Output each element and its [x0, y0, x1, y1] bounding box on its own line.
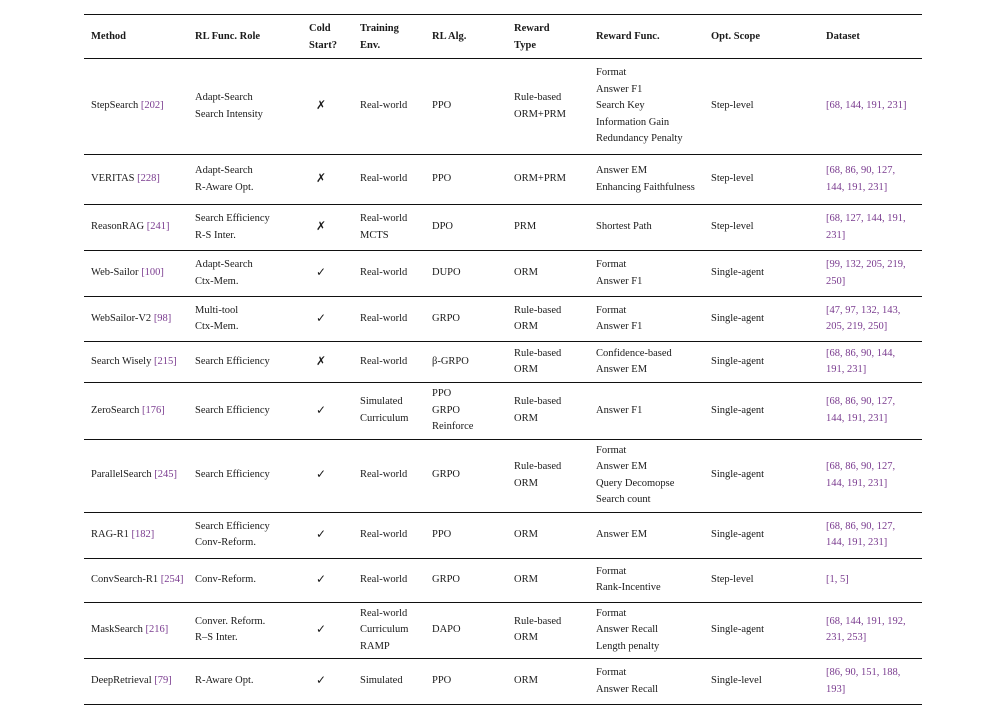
rl-role-line: R-S Inter.	[195, 229, 236, 241]
header-dataset: Dataset	[826, 31, 860, 43]
dataset-line: 193]	[826, 683, 846, 695]
reward-func-cell	[589, 659, 704, 705]
rl-role-line: R-Aware Opt.	[195, 675, 254, 687]
rl-alg-line: PPO	[432, 388, 452, 399]
rl-alg-cell	[425, 59, 507, 155]
rl-role-cell	[188, 251, 302, 297]
method-cell	[84, 251, 188, 297]
training-env-cell	[353, 383, 425, 440]
reward-func-line: Search count	[596, 494, 651, 505]
method-name: Web-Sailor	[91, 267, 142, 279]
dataset-cell	[819, 439, 922, 512]
reward-type-line: ORM	[514, 632, 538, 644]
reward-type-line: ORM	[514, 321, 538, 332]
cross-icon: ✗	[316, 98, 327, 113]
reward-func-line: Search Key	[596, 100, 645, 112]
rl-alg-line: GRPO	[432, 573, 461, 585]
training-env-cell	[353, 439, 425, 512]
training-env-cell	[353, 659, 425, 705]
cross-icon: ✗	[316, 171, 327, 186]
cross-icon: ✗	[316, 353, 327, 368]
method-citation: [241]	[146, 221, 170, 233]
training-env-cell	[353, 512, 425, 558]
dataset-cell	[819, 342, 922, 383]
reward-func-line: Answer EM	[596, 165, 648, 176]
method-citation: [79]	[154, 675, 172, 687]
method-name: ReasonRAG	[91, 221, 147, 233]
reward-func-line: Format	[596, 259, 627, 270]
check-icon: ✓	[316, 467, 327, 482]
reward-func-line: Confidence-based	[596, 347, 672, 359]
rl-role-line: R-Aware Opt.	[195, 181, 254, 193]
rl-role-cell	[188, 383, 302, 440]
dataset-line: 144, 191, 231]	[826, 412, 888, 424]
method-citation: [215]	[153, 355, 177, 367]
check-icon: ✓	[316, 402, 327, 417]
method-citation: [216]	[145, 624, 169, 635]
method-cell	[84, 558, 188, 602]
rl-alg-line: DAPO	[432, 624, 461, 635]
method-cell	[84, 512, 188, 558]
rl-role-line: R–S Inter.	[195, 632, 238, 644]
header-training-env: Training Env.	[360, 23, 399, 51]
training-env-cell	[353, 155, 425, 205]
rl-alg-line: DUPO	[432, 267, 461, 279]
table-body	[84, 59, 922, 705]
method-name: Search Wisely	[91, 355, 154, 367]
dataset-cell	[819, 558, 922, 602]
reward-type-line: PRM	[514, 221, 537, 233]
rl-role-line: Search Efficiency	[195, 520, 270, 532]
rl-role-line: Ctx-Mem.	[195, 275, 239, 287]
reward-func-line: Answer Recall	[596, 624, 659, 635]
reward-func-line: Format	[596, 304, 627, 316]
reward-func-line: Shortest Path	[596, 221, 652, 233]
training-env-cell	[353, 558, 425, 602]
rl-role-cell	[188, 659, 302, 705]
rl-alg-line: GRPO	[432, 469, 461, 481]
rl-alg-cell	[425, 155, 507, 205]
training-env-line: Real-world	[360, 607, 408, 619]
table-row	[84, 602, 922, 659]
reward-type-line: ORM	[514, 477, 538, 489]
dataset-line: [68, 127, 144, 191,	[826, 213, 906, 224]
reward-func-line: Answer EM	[596, 461, 648, 472]
training-env-line: Real-world	[360, 267, 408, 279]
rl-role-line: Search Efficiency	[195, 404, 270, 416]
dataset-line: [47, 97, 132, 143,	[826, 304, 901, 316]
training-env-line: Real-world	[360, 528, 408, 540]
method-cell	[84, 659, 188, 705]
cross-icon: ✗	[316, 219, 327, 234]
table-row	[84, 439, 922, 512]
opt-scope-cell: Single-agent	[711, 528, 765, 540]
reward-func-cell	[589, 251, 704, 297]
results-table-container	[84, 14, 922, 705]
reward-func-line: Redundancy Penalty	[596, 133, 683, 145]
rl-alg-cell	[425, 602, 507, 659]
cold-start-cell	[302, 59, 353, 155]
rl-role-cell	[188, 297, 302, 342]
reward-type-cell	[507, 512, 589, 558]
method-name: ConvSearch-R1	[91, 573, 161, 585]
reward-func-line: Information Gain	[596, 116, 670, 128]
dataset-line: 144, 191, 231]	[826, 181, 888, 193]
rl-role-line: Adapt-Search	[195, 92, 253, 103]
rl-alg-line: PPO	[432, 675, 452, 687]
training-env-line: Curriculum	[360, 624, 409, 635]
header-method: Method	[91, 31, 126, 43]
reward-type-cell	[507, 205, 589, 251]
method-name: ZeroSearch	[91, 404, 143, 416]
reward-type-cell	[507, 558, 589, 602]
header-cold-start: Cold Start?	[309, 23, 337, 51]
reward-func-line: Answer F1	[596, 321, 643, 332]
dataset-line: 144, 191, 231]	[826, 477, 888, 489]
reward-func-cell	[589, 205, 704, 251]
dataset-cell	[819, 512, 922, 558]
training-env-line: MCTS	[360, 229, 389, 241]
table-row	[84, 342, 922, 383]
cold-start-cell	[302, 342, 353, 383]
cold-start-cell	[302, 251, 353, 297]
rl-role-line: Conv-Reform.	[195, 537, 256, 548]
opt-scope-cell: Single-agent	[711, 404, 765, 416]
check-icon: ✓	[316, 526, 327, 541]
method-cell	[84, 205, 188, 251]
header-rl-alg: RL Alg.	[432, 31, 467, 43]
rl-role-line: Search Efficiency	[195, 469, 270, 481]
opt-scope-cell: Step-level	[711, 173, 754, 185]
reward-type-line: ORM	[514, 573, 538, 585]
training-env-cell	[353, 342, 425, 383]
method-citation: [98]	[153, 312, 172, 324]
rl-role-line: Ctx-Mem.	[195, 321, 239, 332]
reward-func-line: Length penalty	[596, 640, 660, 652]
rl-role-line: Multi-tool	[195, 304, 239, 316]
reward-type-line: ORM	[514, 364, 538, 375]
reward-type-line: ORM	[514, 412, 538, 424]
dataset-line: [86, 90, 151, 188,	[826, 667, 901, 678]
dataset-line: 191, 231]	[826, 364, 867, 375]
cold-start-cell	[302, 383, 353, 440]
rl-role-cell	[188, 342, 302, 383]
training-env-line: Simulated	[360, 675, 403, 687]
reward-type-line: Rule-based	[514, 615, 562, 627]
method-citation: [202]	[140, 100, 164, 112]
reward-func-cell	[589, 342, 704, 383]
dataset-cell	[819, 251, 922, 297]
rl-alg-cell	[425, 297, 507, 342]
reward-type-line: Rule-based	[514, 347, 562, 359]
method-citation: [182]	[131, 528, 155, 540]
cold-start-cell	[302, 205, 353, 251]
reward-func-line: Format	[596, 667, 627, 678]
rl-alg-cell	[425, 342, 507, 383]
dataset-cell	[819, 383, 922, 440]
table-row	[84, 59, 922, 155]
table-row	[84, 659, 922, 705]
rl-alg-line: PPO	[432, 528, 452, 540]
rl-alg-cell	[425, 558, 507, 602]
training-env-cell	[353, 297, 425, 342]
table-row	[84, 155, 922, 205]
cold-start-cell	[302, 155, 353, 205]
reward-type-line: Rule-based	[514, 304, 562, 316]
reward-type-cell	[507, 439, 589, 512]
rl-role-line: Search Efficiency	[195, 355, 270, 367]
method-cell	[84, 602, 188, 659]
method-citation: [228]	[137, 173, 160, 185]
rl-role-line: Search Efficiency	[195, 213, 270, 224]
dataset-line: [68, 86, 90, 127,	[826, 461, 896, 472]
reward-func-cell	[589, 512, 704, 558]
training-env-line: Simulated	[360, 396, 403, 408]
dataset-cell	[819, 59, 922, 155]
reward-func-line: Answer F1	[596, 275, 643, 287]
training-env-cell	[353, 205, 425, 251]
dataset-line: [68, 144, 191, 231]	[826, 100, 907, 112]
opt-scope-cell: Single-agent	[711, 469, 765, 481]
method-cell	[84, 297, 188, 342]
rl-methods-table	[84, 14, 922, 705]
method-name: RAG-R1	[91, 528, 132, 540]
check-icon: ✓	[316, 310, 327, 325]
method-cell	[84, 59, 188, 155]
table-row	[84, 512, 922, 558]
method-name: MaskSearch	[91, 624, 146, 635]
rl-alg-cell	[425, 383, 507, 440]
reward-func-line: Answer F1	[596, 83, 643, 95]
reward-func-line: Answer EM	[596, 364, 648, 375]
rl-role-cell	[188, 439, 302, 512]
rl-role-cell	[188, 602, 302, 659]
header-opt-scope: Opt. Scope	[711, 31, 761, 43]
rl-role-cell	[188, 205, 302, 251]
header-reward-type: Reward Type	[514, 23, 550, 51]
cold-start-cell	[302, 512, 353, 558]
reward-type-line: ORM	[514, 528, 538, 540]
header-reward-func: Reward Func.	[596, 31, 660, 43]
dataset-line: [68, 86, 90, 144,	[826, 347, 896, 359]
cold-start-cell	[302, 297, 353, 342]
check-icon: ✓	[316, 571, 327, 586]
table-row	[84, 205, 922, 251]
dataset-line: [1, 5]	[826, 573, 849, 585]
reward-type-cell	[507, 251, 589, 297]
rl-role-cell	[188, 155, 302, 205]
training-env-line: Real-world	[360, 100, 408, 112]
rl-role-line: Conver. Reform.	[195, 615, 266, 627]
method-cell	[84, 383, 188, 440]
table-row	[84, 251, 922, 297]
opt-scope-cell: Step-level	[711, 221, 754, 233]
training-env-line: Real-world	[360, 355, 408, 367]
training-env-line: Real-world	[360, 573, 408, 585]
training-env-cell	[353, 251, 425, 297]
dataset-line: [68, 86, 90, 127,	[826, 396, 896, 408]
reward-func-line: Answer Recall	[596, 683, 659, 695]
check-icon: ✓	[316, 265, 327, 280]
training-env-line: Curriculum	[360, 412, 409, 424]
rl-alg-line: PPO	[432, 173, 452, 185]
rl-alg-cell	[425, 512, 507, 558]
header-rl-func-role: RL Func. Role	[195, 31, 261, 43]
reward-func-line: Query Decomopse	[596, 477, 675, 489]
dataset-line: [68, 86, 90, 127,	[826, 165, 896, 176]
opt-scope-cell: Single-agent	[711, 355, 765, 367]
method-name: StepSearch	[91, 100, 141, 112]
rl-alg-line: PPO	[432, 100, 452, 112]
rl-alg-line: GRPO	[432, 404, 461, 416]
reward-func-line: Format	[596, 444, 627, 456]
reward-type-line: Rule-based	[514, 92, 562, 103]
rl-role-line: Adapt-Search	[195, 165, 253, 176]
dataset-cell	[819, 602, 922, 659]
dataset-line: 231]	[826, 229, 846, 241]
table-header-row	[84, 15, 922, 59]
method-name: WebSailor-V2	[91, 312, 154, 324]
opt-scope-cell: Step-level	[711, 100, 754, 112]
dataset-line: [68, 144, 191, 192,	[826, 615, 906, 627]
training-env-line: Real-world	[360, 469, 408, 481]
dataset-line: 231, 253]	[826, 632, 867, 644]
rl-alg-cell	[425, 251, 507, 297]
opt-scope-cell: Single-agent	[711, 267, 765, 279]
reward-func-line: Rank-Incentive	[596, 582, 661, 593]
reward-type-cell	[507, 659, 589, 705]
training-env-line: Real-world	[360, 173, 408, 185]
training-env-line: RAMP	[360, 640, 390, 652]
reward-type-line: ORM+PRM	[514, 173, 567, 185]
dataset-line: [68, 86, 90, 127,	[826, 520, 896, 532]
reward-func-line: Enhancing Faithfulness	[596, 181, 695, 193]
reward-type-cell	[507, 602, 589, 659]
training-env-cell	[353, 59, 425, 155]
dataset-line: 205, 219, 250]	[826, 321, 888, 332]
dataset-line: 250]	[826, 275, 846, 287]
reward-func-line: Format	[596, 67, 627, 79]
reward-type-cell	[507, 155, 589, 205]
cold-start-cell	[302, 659, 353, 705]
method-citation: [245]	[154, 469, 178, 481]
reward-func-line: Answer EM	[596, 528, 648, 540]
reward-func-cell	[589, 439, 704, 512]
rl-role-line: Search Intensity	[195, 108, 263, 120]
rl-alg-line: β-GRPO	[432, 355, 469, 367]
opt-scope-cell: Single-agent	[711, 312, 765, 324]
training-env-line: Real-world	[360, 312, 408, 324]
rl-role-cell	[188, 59, 302, 155]
reward-type-cell	[507, 297, 589, 342]
opt-scope-cell: Single-level	[711, 675, 762, 687]
opt-scope-cell: Step-level	[711, 573, 754, 585]
rl-role-cell	[188, 512, 302, 558]
reward-func-line: Format	[596, 565, 627, 577]
training-env-cell	[353, 602, 425, 659]
dataset-cell	[819, 297, 922, 342]
rl-alg-cell	[425, 205, 507, 251]
reward-type-cell	[507, 342, 589, 383]
table-row	[84, 383, 922, 440]
dataset-cell	[819, 205, 922, 251]
method-name: DeepRetrieval	[91, 675, 155, 687]
reward-type-line: ORM	[514, 267, 538, 279]
reward-type-line: ORM+PRM	[514, 108, 567, 120]
cold-start-cell	[302, 558, 353, 602]
table-row	[84, 297, 922, 342]
opt-scope-cell: Single-agent	[711, 624, 765, 635]
rl-alg-line: GRPO	[432, 312, 461, 324]
rl-alg-cell	[425, 659, 507, 705]
reward-func-cell	[589, 59, 704, 155]
table-row	[84, 558, 922, 602]
method-cell	[84, 439, 188, 512]
dataset-cell	[819, 155, 922, 205]
cold-start-cell	[302, 439, 353, 512]
method-cell	[84, 342, 188, 383]
rl-alg-line: DPO	[432, 221, 454, 233]
dataset-line: [99, 132, 205, 219,	[826, 259, 906, 270]
method-citation: [100]	[141, 267, 164, 279]
reward-func-line: Format	[596, 607, 627, 619]
method-citation: [176]	[142, 404, 165, 416]
reward-func-cell	[589, 297, 704, 342]
method-name: VERITAS	[91, 173, 138, 185]
method-cell	[84, 155, 188, 205]
dataset-cell	[819, 659, 922, 705]
reward-func-cell	[589, 558, 704, 602]
reward-func-line: Answer F1	[596, 404, 643, 416]
cold-start-cell	[302, 602, 353, 659]
reward-type-cell	[507, 59, 589, 155]
reward-type-cell	[507, 383, 589, 440]
training-env-line: Real-world	[360, 213, 408, 224]
reward-type-line: Rule-based	[514, 461, 562, 472]
rl-role-line: Adapt-Search	[195, 259, 253, 270]
rl-alg-cell	[425, 439, 507, 512]
check-icon: ✓	[316, 622, 327, 636]
reward-func-cell	[589, 155, 704, 205]
method-name: ParallelSearch	[91, 469, 155, 481]
rl-role-line: Conv-Reform.	[195, 573, 256, 585]
reward-func-cell	[589, 602, 704, 659]
method-citation: [254]	[160, 573, 184, 585]
rl-alg-line: Reinforce	[432, 421, 474, 432]
dataset-line: 144, 191, 231]	[826, 537, 888, 548]
reward-func-cell	[589, 383, 704, 440]
reward-type-line: Rule-based	[514, 396, 562, 408]
rl-role-cell	[188, 558, 302, 602]
reward-type-line: ORM	[514, 675, 538, 687]
check-icon: ✓	[316, 673, 327, 688]
